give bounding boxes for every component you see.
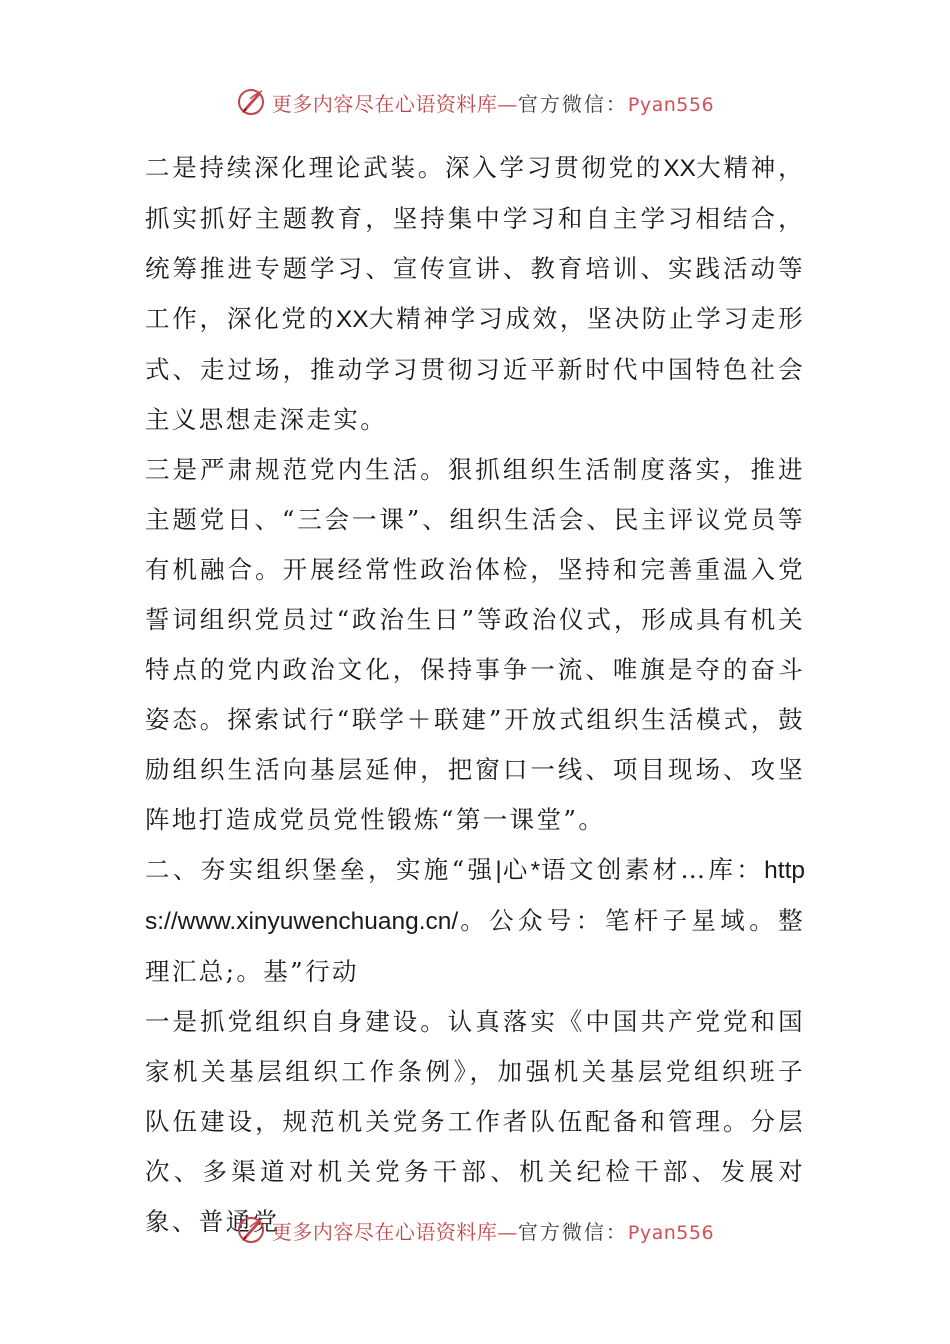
footer-official-label: 官方微信： xyxy=(517,1219,628,1244)
paragraph xyxy=(145,445,805,845)
latin-text-segment: https://www.xinyuwenchuang.cn/ xyxy=(145,857,806,935)
header-wechat-id: Pyan556 xyxy=(627,93,715,116)
text-segment: 心 xyxy=(501,855,531,884)
footer-brand-text: 更多内容尽在心语资料库 xyxy=(271,1219,498,1244)
header-dash: — xyxy=(497,91,518,116)
text-segment: 。公众号：笔杆子星域。整理汇总;。基”行动 xyxy=(145,906,805,986)
text-segment: 语文创素材…库： xyxy=(540,855,765,884)
footer-dash: — xyxy=(497,1219,518,1244)
latin-text-segment: * xyxy=(530,857,541,884)
footer-wechat-id: Pyan556 xyxy=(627,1221,715,1244)
text-segment: 二、夯实组织堡垒，实施“强 xyxy=(145,855,496,884)
paragraph xyxy=(145,845,805,997)
paragraph xyxy=(145,143,805,445)
text-segment: 一是抓党组织自身建设。认真落实《中国共产党党和国家机关基层组织工作条例》，加强机关基层党组织班子队伍建设，规范机关党务工作者队伍配备和管理。分层次、多渠道对机关党务干部、机关纪检干部、发展对象、普通党 xyxy=(145,1007,805,1236)
quill-pen-logo-icon xyxy=(236,87,266,117)
footer-banner-text xyxy=(272,1216,714,1245)
text-segment: 二是持续深化理论武装。深入学习贯彻党的 xyxy=(145,153,664,182)
footer-banner xyxy=(0,1210,950,1250)
latin-text-segment: | xyxy=(495,857,502,884)
header-banner xyxy=(0,82,950,122)
text-segment: 大精神学习成效，坚决防止学习走形式、走过场，推动学习贯彻习近平新时代中国特色社会主义思想走深走实。 xyxy=(145,304,805,434)
header-banner-text xyxy=(272,88,714,117)
text-segment: 三是严肃规范党内生活。狠抓组织生活制度落实，推进主题党日、“三会一课”、组织生活会、民主评议党员等有机融合。开展经常性政治体检，坚持和完善重温入党誓词组织党员过“政治生日”等政治仪式，形成具有机关特点的党内政治文化，保持事争一流、唯旗是夺的奋斗姿态。探索试行“联学＋联建”开放式组织生活模式，鼓励组织生活向基层延伸，把窗口一线、项目现场、攻坚阵地打造成党员党性锻炼“第一课堂”。 xyxy=(145,455,805,834)
quill-pen-logo-icon xyxy=(236,1215,266,1245)
document-body xyxy=(145,143,805,1247)
header-official-label: 官方微信： xyxy=(517,91,628,116)
latin-text-segment: XX xyxy=(335,306,369,333)
header-brand-text: 更多内容尽在心语资料库 xyxy=(271,91,498,116)
text-segment: 大精神，抓实抓好主题教育，坚持集中学习和自主学习相结合，统筹推进专题学习、宣传宣讲、教育培训、实践活动等工作，深化党的 xyxy=(145,153,805,333)
latin-text-segment: XX xyxy=(663,155,696,182)
